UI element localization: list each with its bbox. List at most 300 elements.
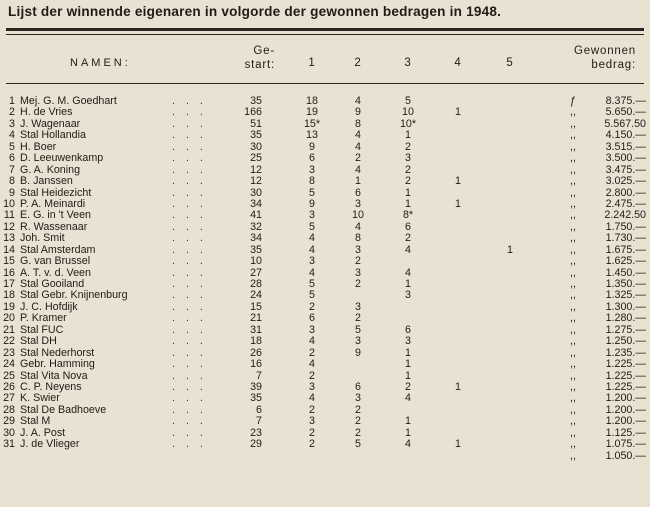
owner-name: G. van Brussel (20, 255, 91, 268)
place-1-count: 6 (309, 152, 315, 165)
place-2-count: 4 (355, 220, 361, 233)
place-4-count: 1 (455, 380, 461, 393)
table-row (0, 130, 650, 141)
owner-name: Joh. Smit (20, 232, 65, 245)
currency-mark: ,, (570, 197, 576, 210)
table-row (0, 268, 650, 279)
currency-mark: ,, (570, 358, 576, 371)
currency-mark: ,, (570, 163, 576, 176)
place-1-count: 13 (306, 129, 318, 142)
place-1-count: 3 (309, 209, 315, 222)
owner-name: Stal FUC (20, 323, 64, 336)
row-number: 28 (3, 403, 15, 416)
owner-name: P. Kramer (20, 312, 67, 325)
leader-dots: . . . (172, 175, 207, 188)
leader-dots: . . . (172, 152, 207, 165)
owner-name: A. T. v. d. Veen (20, 266, 91, 279)
currency-mark: ,, (570, 186, 576, 199)
place-1-count: 3 (309, 415, 315, 428)
row-number: 15 (3, 255, 15, 268)
place-1-count: 19 (306, 106, 318, 119)
table-row (0, 405, 650, 416)
top-rule-thick (6, 28, 644, 31)
place-3-count: 1 (405, 346, 411, 359)
currency-mark: ,, (570, 415, 576, 428)
place-1-count: 9 (309, 197, 315, 210)
leader-dots: . . . (172, 403, 207, 416)
place-3-count: 1 (405, 358, 411, 371)
leader-dots: . . . (172, 163, 207, 176)
started-count: 26 (250, 346, 262, 359)
place-3-count: 3 (405, 335, 411, 348)
started-count: 6 (256, 403, 262, 416)
amount-won: 5.567.50 (604, 117, 646, 130)
winners-table (0, 96, 650, 462)
header-amount-line1: Gewonnen (573, 45, 636, 57)
amount-won: 1.225.— (605, 380, 646, 393)
row-number: 24 (3, 358, 15, 371)
started-count: 21 (250, 312, 262, 325)
table-row (0, 210, 650, 221)
owner-name: H. de Vries (20, 106, 73, 119)
currency-mark: ,, (570, 392, 576, 405)
owner-name: D. Leeuwenkamp (20, 152, 104, 165)
amount-won: 3.025.— (605, 175, 646, 188)
leader-dots: . . . (172, 415, 207, 428)
place-1-count: 2 (309, 346, 315, 359)
amount-won: 1.450.— (605, 266, 646, 279)
table-row (0, 325, 650, 336)
currency-mark: ,, (570, 289, 576, 302)
place-2-count: 5 (355, 438, 361, 451)
leader-dots: . . . (172, 220, 207, 233)
place-1-count: 4 (309, 335, 315, 348)
row-number: 12 (3, 220, 15, 233)
place-2-count: 8 (355, 117, 361, 130)
leader-dots: . . . (172, 140, 207, 153)
currency-mark: ,, (570, 426, 576, 439)
place-2-count: 4 (355, 95, 361, 107)
amount-won: 1.075.— (605, 438, 646, 451)
amount-won: 1.730.— (605, 232, 646, 245)
currency-mark: ,, (570, 106, 576, 119)
place-2-count: 5 (355, 323, 361, 336)
owner-name: R. Wassenaar (20, 220, 88, 233)
amount-won: 1.675.— (605, 243, 646, 256)
started-count: 51 (250, 117, 262, 130)
table-row (0, 359, 650, 370)
place-5-count: 1 (507, 243, 513, 256)
leader-dots: . . . (172, 243, 207, 256)
place-3-count: 2 (405, 380, 411, 393)
currency-mark: ,, (570, 346, 576, 359)
amount-won: 1.050.— (605, 449, 646, 462)
started-count: 27 (250, 266, 262, 279)
started-count: 12 (250, 175, 262, 188)
started-count: 15 (250, 300, 262, 313)
owner-name: C. P. Neyens (20, 380, 82, 393)
place-3-count: 4 (405, 243, 411, 256)
row-number: 18 (3, 289, 15, 302)
started-count: 7 (256, 369, 262, 382)
place-1-count: 3 (309, 380, 315, 393)
owner-name: G. A. Koning (20, 163, 81, 176)
leader-dots: . . . (172, 346, 207, 359)
table-row (0, 96, 650, 107)
started-count: 25 (250, 152, 262, 165)
header-col-5: 5 (506, 57, 514, 69)
place-3-count: 2 (405, 175, 411, 188)
place-3-count: 1 (405, 278, 411, 290)
table-row (0, 428, 650, 439)
started-count: 29 (250, 438, 262, 451)
leader-dots: . . . (172, 186, 207, 199)
owner-name: Stal Hollandia (20, 129, 86, 142)
place-2-count: 9 (355, 346, 361, 359)
row-number: 27 (3, 392, 15, 405)
place-1-count: 15* (303, 117, 321, 130)
place-2-count: 2 (355, 415, 361, 428)
leader-dots: . . . (172, 129, 207, 142)
leader-dots: . . . (172, 197, 207, 210)
place-3-count: 2 (405, 140, 411, 153)
place-3-count: 1 (405, 415, 411, 428)
place-1-count: 4 (309, 266, 315, 279)
place-3-count: 4 (405, 266, 411, 279)
place-2-count: 3 (355, 243, 361, 256)
owner-name: J. C. Hofdijk (20, 300, 78, 313)
place-1-count: 4 (309, 358, 315, 371)
started-count: 39 (250, 380, 262, 393)
header-started-line2: start: (244, 59, 275, 71)
header-names: NAMEN: (70, 57, 131, 69)
amount-won: 2.475.— (605, 197, 646, 210)
place-4-count: 1 (455, 106, 461, 119)
place-2-count: 2 (355, 152, 361, 165)
row-number: 26 (3, 380, 15, 393)
leader-dots: . . . (172, 312, 207, 325)
currency-mark: ,, (570, 335, 576, 348)
place-3-count: 5 (405, 95, 411, 107)
amount-won: 2.800.— (605, 186, 646, 199)
currency-mark: ,, (570, 369, 576, 382)
place-2-count: 3 (355, 266, 361, 279)
place-3-count: 10* (399, 117, 417, 130)
table-row (0, 188, 650, 199)
started-count: 24 (250, 289, 262, 302)
place-3-count: 10 (402, 106, 414, 119)
place-1-count: 8 (309, 175, 315, 188)
place-2-count: 2 (355, 403, 361, 416)
place-4-count: 1 (455, 438, 461, 451)
place-1-count: 2 (309, 300, 315, 313)
header-col-4: 4 (454, 57, 462, 69)
started-count: 35 (250, 243, 262, 256)
owner-name: Stal Nederhorst (20, 346, 95, 359)
row-number: 2 (9, 106, 15, 119)
leader-dots: . . . (172, 232, 207, 245)
place-2-count: 8 (355, 232, 361, 245)
started-count: 16 (250, 358, 262, 371)
row-number: 11 (3, 209, 15, 222)
table-row (0, 313, 650, 324)
amount-won: 3.500.— (605, 152, 646, 165)
table-row (0, 176, 650, 187)
owner-name: Stal Amsterdam (20, 243, 96, 256)
currency-mark: ,, (570, 449, 576, 462)
owner-name: Gebr. Hamming (20, 358, 95, 371)
header-rule (6, 83, 644, 84)
currency-mark: ,, (570, 220, 576, 233)
place-1-count: 2 (309, 438, 315, 451)
table-row (0, 439, 650, 450)
owner-name: Mej. G. M. Goedhart (20, 95, 117, 107)
place-2-count: 3 (355, 300, 361, 313)
place-2-count: 4 (355, 140, 361, 153)
place-4-count: 1 (455, 175, 461, 188)
owner-name: H. Boer (20, 140, 57, 153)
row-number: 23 (3, 346, 15, 359)
owner-name: E. G. in 't Veen (20, 209, 91, 222)
leader-dots: . . . (172, 392, 207, 405)
row-number: 13 (3, 232, 15, 245)
leader-dots: . . . (172, 358, 207, 371)
row-number: 1 (9, 95, 15, 107)
leader-dots: . . . (172, 289, 207, 302)
place-1-count: 4 (309, 392, 315, 405)
amount-won: 8.375.— (605, 95, 646, 107)
place-2-count: 2 (355, 255, 361, 268)
owner-name: J. de Vlieger (20, 438, 80, 451)
place-3-count: 8* (402, 209, 414, 222)
place-1-count: 3 (309, 163, 315, 176)
place-2-count: 1 (355, 175, 361, 188)
table-row (0, 107, 650, 118)
currency-mark: ,, (570, 232, 576, 245)
row-number: 9 (9, 186, 15, 199)
leader-dots: . . . (172, 95, 207, 107)
currency-mark: ,, (570, 255, 576, 268)
leader-dots: . . . (172, 106, 207, 119)
amount-won: 1.350.— (605, 278, 646, 290)
amount-won: 1.275.— (605, 323, 646, 336)
table-row (0, 290, 650, 301)
row-number: 3 (9, 117, 15, 130)
leader-dots: . . . (172, 426, 207, 439)
amount-won: 5.650.— (605, 106, 646, 119)
place-3-count: 2 (405, 163, 411, 176)
place-3-count: 1 (405, 186, 411, 199)
row-number: 20 (3, 312, 15, 325)
currency-mark: ,, (570, 117, 576, 130)
header-col-2: 2 (354, 57, 362, 69)
row-number: 16 (3, 266, 15, 279)
place-2-count: 6 (355, 186, 361, 199)
place-3-count: 4 (405, 438, 411, 451)
started-count: 10 (250, 255, 262, 268)
owner-name: P. A. Meinardi (20, 197, 86, 210)
place-2-count: 2 (355, 312, 361, 325)
amount-won: 2.242.50 (604, 209, 646, 222)
leader-dots: . . . (172, 369, 207, 382)
place-1-count: 4 (309, 243, 315, 256)
place-4-count: 1 (455, 197, 461, 210)
started-count: 7 (256, 415, 262, 428)
page-title: Lijst der winnende eigenaren in volgorde der gewonnen bedragen in 1948. (8, 4, 502, 19)
amount-won: 1.280.— (605, 312, 646, 325)
place-3-count: 3 (405, 152, 411, 165)
row-number: 8 (9, 175, 15, 188)
started-count: 31 (250, 323, 262, 336)
started-count: 30 (250, 140, 262, 153)
currency-mark: ,, (570, 243, 576, 256)
table-row (0, 336, 650, 347)
place-2-count: 4 (355, 163, 361, 176)
place-3-count: 6 (405, 220, 411, 233)
leader-dots: . . . (172, 335, 207, 348)
place-1-count: 6 (309, 312, 315, 325)
place-1-count: 3 (309, 323, 315, 336)
started-count: 34 (250, 232, 262, 245)
place-3-count: 1 (405, 129, 411, 142)
currency-mark: ,, (570, 152, 576, 165)
amount-won: 4.150.— (605, 129, 646, 142)
currency-mark: ,, (570, 266, 576, 279)
table-row (0, 153, 650, 164)
started-count: 23 (250, 426, 262, 439)
amount-won: 3.475.— (605, 163, 646, 176)
started-count: 18 (250, 335, 262, 348)
started-count: 41 (250, 209, 262, 222)
currency-mark: ,, (570, 438, 576, 451)
top-rule-thin (6, 34, 644, 35)
place-1-count: 4 (309, 232, 315, 245)
leader-dots: . . . (172, 209, 207, 222)
place-1-count: 5 (309, 186, 315, 199)
amount-won: 1.300.— (605, 300, 646, 313)
owner-name: Stal Heidezicht (20, 186, 92, 199)
table-row (0, 119, 650, 130)
owner-name: B. Janssen (20, 175, 73, 188)
place-3-count: 6 (405, 323, 411, 336)
header-col-1: 1 (308, 57, 316, 69)
amount-won: 1.250.— (605, 335, 646, 348)
row-number: 5 (9, 140, 15, 153)
owner-name: K. Swier (20, 392, 60, 405)
currency-mark: ,, (570, 323, 576, 336)
owner-name: Stal Gebr. Knijnenburg (20, 289, 128, 302)
place-2-count: 9 (355, 106, 361, 119)
place-1-count: 5 (309, 278, 315, 290)
place-1-count: 9 (309, 140, 315, 153)
leader-dots: . . . (172, 266, 207, 279)
leader-dots: . . . (172, 323, 207, 336)
row-number: 19 (3, 300, 15, 313)
owner-name: Stal DH (20, 335, 57, 348)
started-count: 35 (250, 95, 262, 107)
row-number: 10 (3, 197, 15, 210)
amount-won: 1.325.— (605, 289, 646, 302)
leader-dots: . . . (172, 300, 207, 313)
leader-dots: . . . (172, 278, 207, 290)
place-2-count: 4 (355, 129, 361, 142)
place-3-count: 4 (405, 392, 411, 405)
currency-mark: ,, (570, 300, 576, 313)
started-count: 12 (250, 163, 262, 176)
started-count: 34 (250, 197, 262, 210)
header-started-line1: Ge- (253, 45, 275, 57)
owner-name: Stal De Badhoeve (20, 403, 107, 416)
amount-won: 3.515.— (605, 140, 646, 153)
place-2-count: 2 (355, 426, 361, 439)
table-row (0, 256, 650, 267)
leader-dots: . . . (172, 117, 207, 130)
place-2-count: 2 (355, 278, 361, 290)
currency-mark: ,, (570, 312, 576, 325)
amount-won: 1.200.— (605, 403, 646, 416)
started-count: 166 (244, 106, 262, 119)
row-number: 7 (9, 163, 15, 176)
table-row (0, 371, 650, 382)
owner-name: Stal M (20, 415, 51, 428)
started-count: 35 (250, 129, 262, 142)
currency-mark: ,, (570, 380, 576, 393)
amount-won: 1.235.— (605, 346, 646, 359)
started-count: 32 (250, 220, 262, 233)
started-count: 28 (250, 278, 262, 290)
currency-mark: ,, (570, 209, 576, 222)
amount-won: 1.750.— (605, 220, 646, 233)
place-3-count: 1 (405, 369, 411, 382)
amount-won: 1.200.— (605, 415, 646, 428)
started-count: 35 (250, 392, 262, 405)
header-col-3: 3 (404, 57, 412, 69)
table-row (0, 233, 650, 244)
row-number: 22 (3, 335, 15, 348)
amount-won: 1.225.— (605, 358, 646, 371)
started-count: 30 (250, 186, 262, 199)
place-2-count: 10 (352, 209, 364, 222)
amount-won: 1.125.— (605, 426, 646, 439)
currency-mark: ,, (570, 129, 576, 142)
place-2-count: 6 (355, 380, 361, 393)
table-row (0, 348, 650, 359)
row-number: 25 (3, 369, 15, 382)
amount-won: 1.625.— (605, 255, 646, 268)
place-3-count: 1 (405, 426, 411, 439)
owner-name: Stal Gooiland (20, 278, 85, 290)
header-amount-line2: bedrag: (591, 59, 636, 71)
row-number: 17 (3, 278, 15, 290)
table-row (0, 302, 650, 313)
currency-mark: ,, (570, 278, 576, 290)
table-row (0, 416, 650, 427)
table-row (0, 382, 650, 393)
currency-mark: ,, (570, 140, 576, 153)
row-number: 14 (3, 243, 15, 256)
place-2-count: 3 (355, 392, 361, 405)
place-1-count: 18 (306, 95, 318, 107)
place-3-count: 1 (405, 197, 411, 210)
currency-mark: ƒ (570, 95, 576, 107)
row-number: 21 (3, 323, 15, 336)
leader-dots: . . . (172, 380, 207, 393)
place-2-count: 3 (355, 197, 361, 210)
leader-dots: . . . (172, 255, 207, 268)
row-number: 30 (3, 426, 15, 439)
table-row (0, 245, 650, 256)
place-1-count: 5 (309, 220, 315, 233)
